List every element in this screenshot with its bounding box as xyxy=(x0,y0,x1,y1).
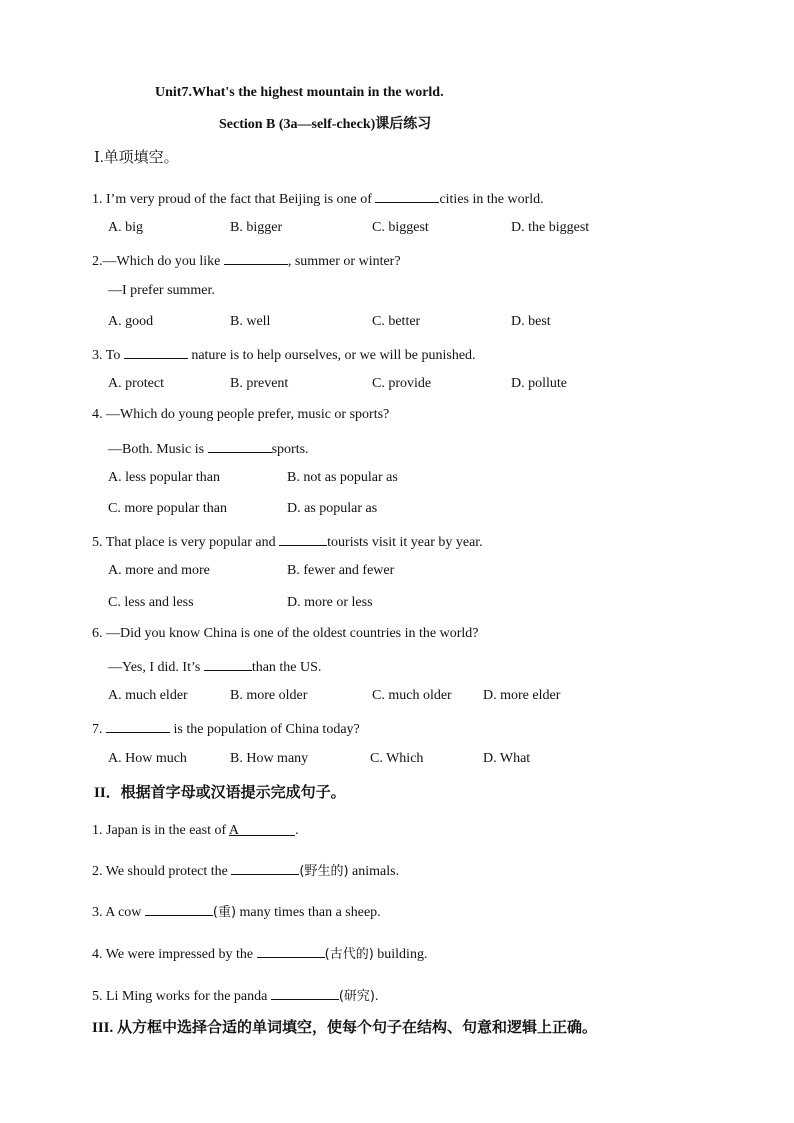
section-2-heading: II．根据首字母或汉语提示完成句子。 xyxy=(94,785,346,801)
answer-blank[interactable] xyxy=(279,531,327,546)
q5-option-c[interactable]: C. less and less xyxy=(108,595,194,610)
page-subtitle: Section B (3a—self-check)课后练习 xyxy=(219,117,432,132)
q6-option-c[interactable]: C. much older xyxy=(372,688,452,703)
q5-option-a[interactable]: A. more and more xyxy=(108,563,210,578)
question-2-stem: 2.—Which do you like xyxy=(92,254,224,269)
answer-blank[interactable] xyxy=(145,901,213,916)
q6-option-a[interactable]: A. much elder xyxy=(108,688,188,703)
answer-blank[interactable] xyxy=(375,188,439,203)
page-title: Unit7.What's the highest mountain in the world. xyxy=(155,85,444,100)
q1-option-a[interactable]: A. big xyxy=(108,220,143,235)
section-3-heading: III. 从方框中选择合适的单词填空，使每个句子在结构、句意和逻辑上正确。 xyxy=(92,1020,598,1036)
chinese-hint: (重) xyxy=(212,905,237,920)
question-4-reply-text: —Both. Music is xyxy=(108,442,208,457)
q1-option-d[interactable]: D. the biggest xyxy=(511,220,590,235)
sentence-4-text: 4. We were impressed by the xyxy=(92,947,257,962)
q2-option-c[interactable]: C. better xyxy=(372,314,421,329)
question-2-stem-end: , summer or winter? xyxy=(287,254,401,269)
sentence-3-text: 3. A cow xyxy=(92,905,145,920)
sentence-1-text: 1. Japan is in the east of xyxy=(92,823,229,838)
question-3 xyxy=(92,344,476,365)
sentence-4-end: building. xyxy=(373,947,428,962)
q7-option-b[interactable]: B. How many xyxy=(230,751,309,766)
sentence-5-text: 5. Li Ming works for the panda xyxy=(92,989,271,1004)
answer-blank[interactable] xyxy=(271,985,339,1000)
question-2-reply: —I prefer summer. xyxy=(108,283,215,298)
q5-option-b[interactable]: B. fewer and fewer xyxy=(287,563,395,578)
question-5-stem-end: tourists visit it year by year. xyxy=(327,535,483,550)
q3-option-d[interactable]: D. pollute xyxy=(511,376,567,391)
sentence-4 xyxy=(92,943,427,964)
question-6-reply-end: than the US. xyxy=(251,660,322,675)
answer-blank[interactable] xyxy=(204,656,252,671)
q2-option-d[interactable]: D. best xyxy=(511,314,551,329)
question-7-stem-end: is the population of China today? xyxy=(170,722,360,737)
q5-option-d[interactable]: D. more or less xyxy=(287,595,373,610)
q3-option-c[interactable]: C. provide xyxy=(372,376,432,391)
question-5-stem: 5. That place is very popular and xyxy=(92,535,280,550)
q1-option-b[interactable]: B. bigger xyxy=(230,220,283,235)
q7-option-d[interactable]: D. What xyxy=(483,751,531,766)
q4-option-c[interactable]: C. more popular than xyxy=(108,501,227,516)
answer-blank[interactable] xyxy=(231,860,299,875)
question-1 xyxy=(92,188,544,209)
q4-option-b[interactable]: B. not as popular as xyxy=(287,470,398,485)
question-3-stem: 3. To xyxy=(92,348,124,363)
q2-option-b[interactable]: B. well xyxy=(230,314,271,329)
sentence-5 xyxy=(92,985,379,1006)
sentence-3 xyxy=(92,901,381,922)
question-4-reply-end: sports. xyxy=(271,442,309,457)
answer-blank[interactable] xyxy=(257,943,325,958)
question-4: 4. —Which do young people prefer, music or sports? xyxy=(92,407,390,422)
answer-blank[interactable] xyxy=(208,438,272,453)
sentence-3-end: many times than a sheep. xyxy=(236,905,381,920)
answer-blank[interactable] xyxy=(106,718,170,733)
section-1-heading: Ⅰ.单项填空。 xyxy=(94,150,179,166)
question-6-reply-text: —Yes, I did. It’s xyxy=(108,660,204,675)
question-1-stem: 1. I’m very proud of the fact that Beijing is one of xyxy=(92,192,376,207)
sentence-1-end: . xyxy=(295,823,299,838)
q6-option-b[interactable]: B. more older xyxy=(230,688,308,703)
q7-option-c[interactable]: C. Which xyxy=(370,751,424,766)
answer-blank[interactable] xyxy=(229,823,295,838)
q3-option-a[interactable]: A. protect xyxy=(108,376,164,391)
first-letter-hint: A xyxy=(228,823,239,838)
question-6: 6. —Did you know China is one of the oldest countries in the world? xyxy=(92,626,479,641)
q2-option-a[interactable]: A. good xyxy=(108,314,154,329)
q4-option-a[interactable]: A. less popular than xyxy=(108,470,220,485)
answer-blank[interactable] xyxy=(124,344,188,359)
question-6-reply xyxy=(108,656,321,677)
question-2 xyxy=(92,250,401,271)
question-5 xyxy=(92,531,483,552)
sentence-5-end: . xyxy=(375,989,379,1004)
question-7-stem: 7. xyxy=(92,722,106,737)
q6-option-d[interactable]: D. more elder xyxy=(483,688,561,703)
sentence-2-end: animals. xyxy=(348,864,400,879)
question-3-stem-end: nature is to help ourselves, or we will be punished. xyxy=(187,348,476,363)
sentence-1 xyxy=(92,822,299,840)
chinese-hint: (研究) xyxy=(338,989,376,1004)
sentence-2-text: 2. We should protect the xyxy=(92,864,232,879)
q1-option-c[interactable]: C. biggest xyxy=(372,220,429,235)
q7-option-a[interactable]: A. How much xyxy=(108,751,187,766)
q4-option-d[interactable]: D. as popular as xyxy=(287,501,378,516)
sentence-2 xyxy=(92,860,399,881)
question-1-stem-end: cities in the world. xyxy=(439,192,544,207)
chinese-hint: (古代的) xyxy=(324,947,374,962)
question-7 xyxy=(92,718,360,739)
answer-blank[interactable] xyxy=(224,250,288,265)
q3-option-b[interactable]: B. prevent xyxy=(230,376,289,391)
chinese-hint: (野生的) xyxy=(299,864,349,879)
question-4-reply xyxy=(108,438,309,459)
